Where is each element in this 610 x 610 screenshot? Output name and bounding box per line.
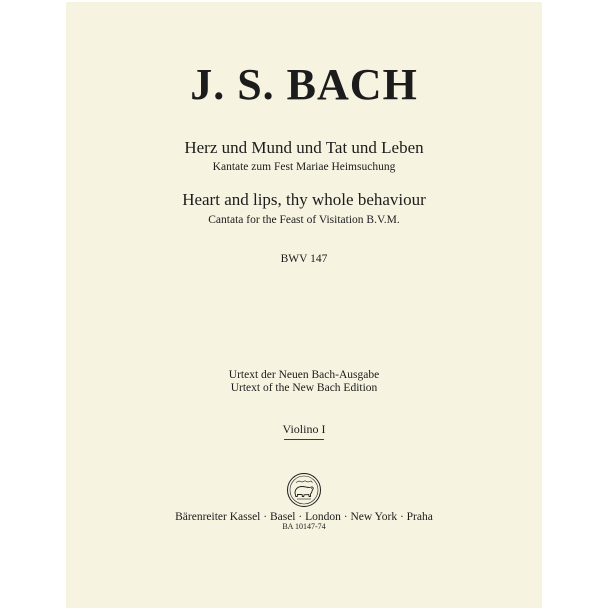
urtext-note-english: Urtext of the New Bach Edition	[230, 382, 378, 394]
urtext-note-german: Urtext der Neuen Bach-Ausgabe	[228, 369, 380, 381]
work-title-german: Herz und Mund und Tat und Leben	[184, 138, 424, 157]
edition-number: BA 10147-74	[282, 522, 326, 531]
baerenreiter-bear-seal-icon	[286, 472, 322, 508]
work-subtitle-german: Kantate zum Fest Mariae Heimsuchung	[212, 161, 396, 173]
publisher-line: Bärenreiter Kassel · Basel · London · New York · Praha	[175, 511, 433, 523]
composer-name: J. S. BACH	[190, 60, 418, 109]
catalog-number: BWV 147	[280, 253, 328, 265]
score-cover	[66, 2, 542, 608]
work-title-english: Heart and lips, thy whole behaviour	[182, 190, 426, 209]
instrument-part: Violino I	[282, 422, 326, 436]
work-subtitle-english: Cantata for the Feast of Visitation B.V.M.	[208, 214, 400, 226]
part-underline	[284, 439, 324, 440]
